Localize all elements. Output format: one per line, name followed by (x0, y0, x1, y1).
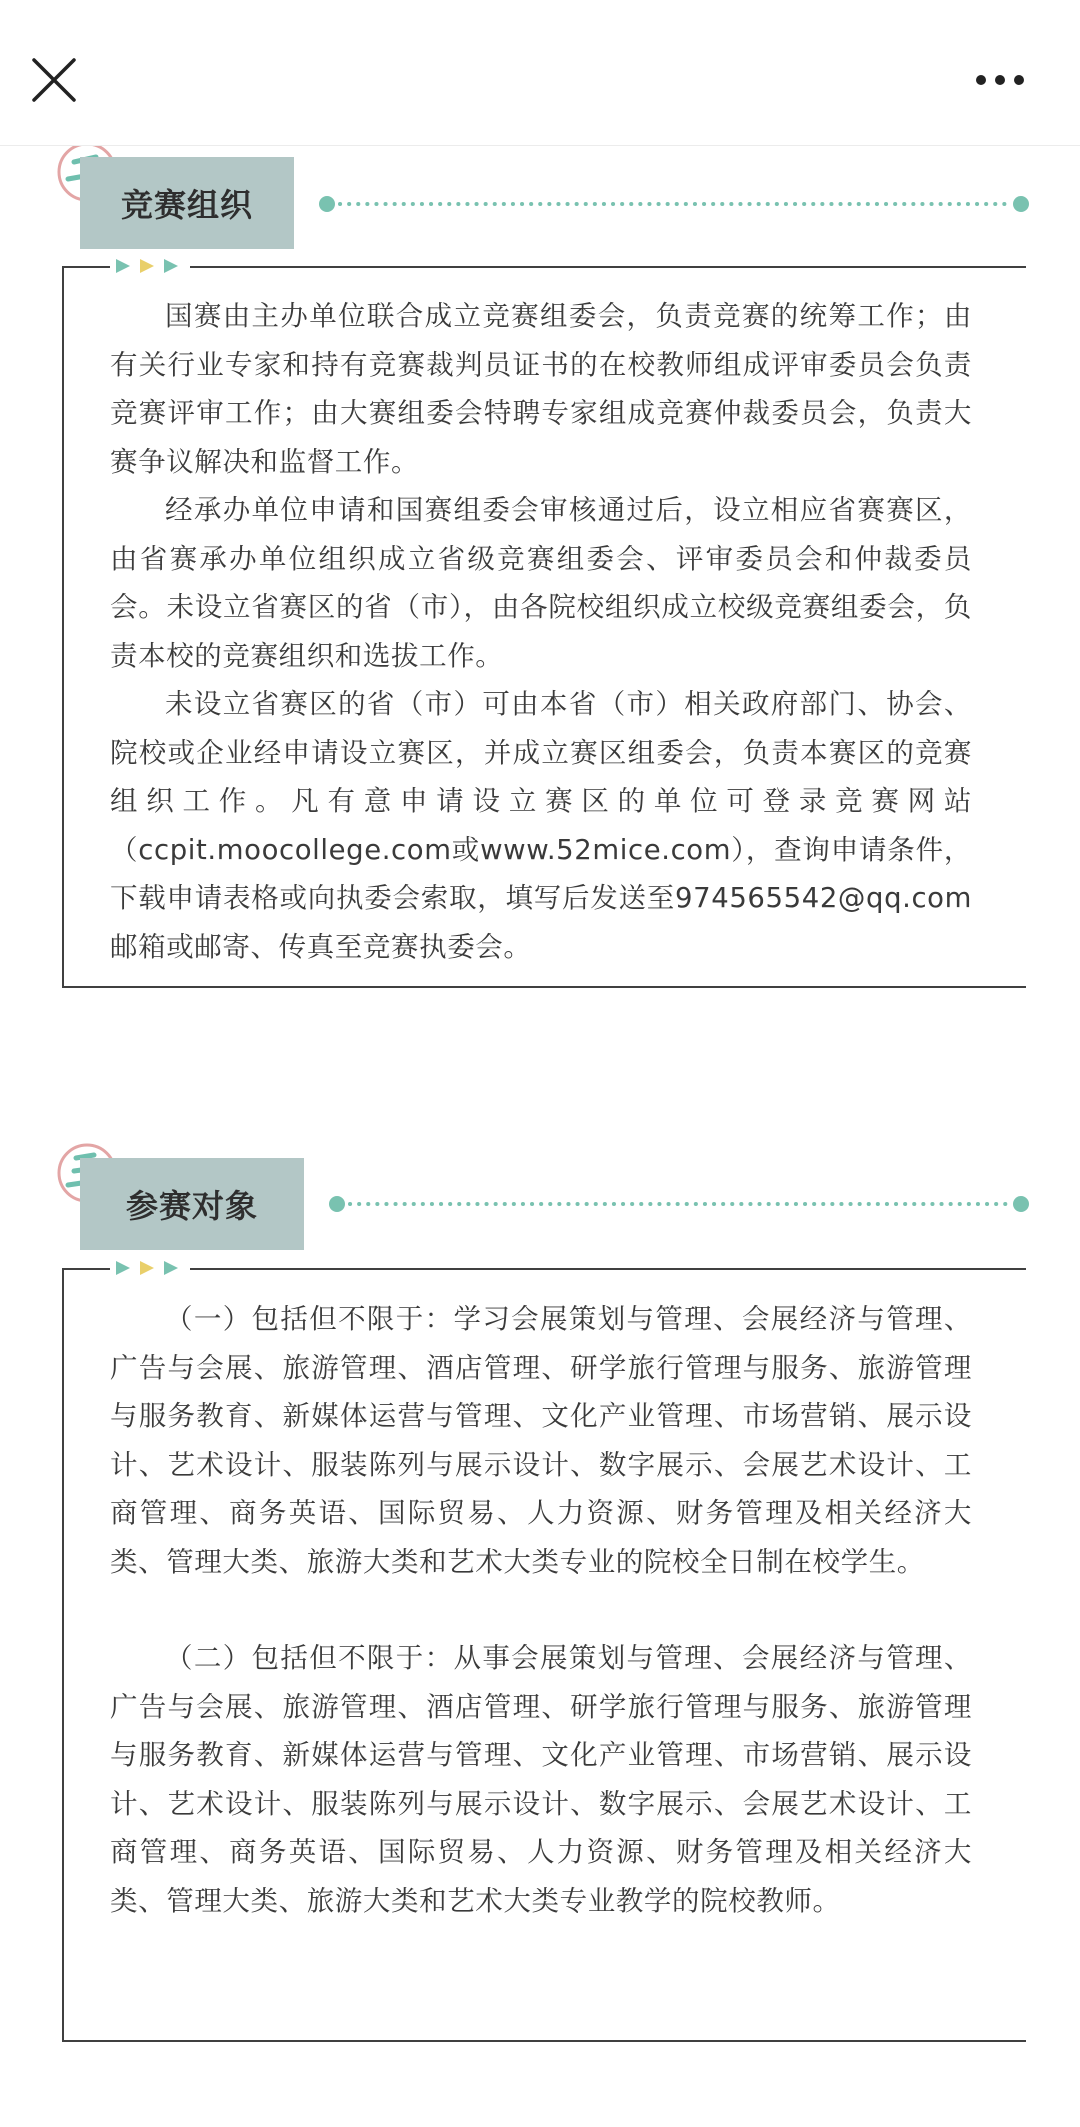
top-bar (0, 0, 1080, 146)
section-header (80, 157, 294, 249)
section-header (80, 1158, 304, 1250)
triple-arrow-icon (110, 255, 190, 277)
close-button[interactable] (30, 56, 78, 104)
paragraph: 经承办单位申请和国赛组委会审核通过后，设立相应省赛赛区，由省赛承办单位组织成立省级竞赛组委会、评审委员会和仲裁委员会。未设立省赛区的省（市），由各院校组织成立校级竞赛组委会，负责本校的竞赛组织和选拔工作。 (110, 494, 972, 672)
dotted-divider (328, 1194, 1030, 1214)
close-icon (30, 56, 78, 104)
paragraph: （一）包括但不限于：学习会展策划与管理、会展经济与管理、广告与会展、旅游管理、酒店管理、研学旅行管理与服务、旅游管理与服务教育、新媒体运营与管理、文化产业管理、市场营销、展示设计、艺术设计、服装陈列与展示设计、数字展示、会展艺术设计、工商管理、商务英语、国际贸易、人力资源、财务管理及相关经济大类、管理大类、旅游大类和艺术大类专业的院校全日制在校学生。 (110, 1303, 972, 1578)
section-body (110, 292, 972, 971)
paragraph: （二）包括但不限于：从事会展策划与管理、会展经济与管理、广告与会展、旅游管理、酒店管理、研学旅行管理与服务、旅游管理与服务教育、新媒体运营与管理、文化产业管理、市场营销、展示设计、艺术设计、服装陈列与展示设计、数字展示、会展艺术设计、工商管理、商务英语、国际贸易、人力资源、财务管理及相关经济大类、管理大类、旅游大类和艺术大类专业教学的院校教师。 (110, 1642, 972, 1917)
section-eligible-participants (0, 1140, 1080, 2060)
section-body (110, 1295, 972, 1925)
more-dots-icon (970, 62, 1030, 98)
more-options-button[interactable] (970, 62, 1030, 98)
paragraph: 国赛由主办单位联合成立竞赛组委会，负责竞赛的统筹工作；由有关行业专家和持有竞赛裁判员证书的在校教师组成评审委员会负责竞赛评审工作；由大赛组委会特聘专家组成竞赛仲裁委员会，负责大赛争议解决和监督工作。 (110, 300, 972, 478)
triple-arrow-icon (110, 1257, 190, 1279)
section-title: 竞赛组织 (120, 186, 253, 224)
dotted-divider (318, 194, 1030, 214)
section-competition-organization (0, 145, 1080, 1005)
paragraph: 未设立省赛区的省（市）可由本省（市）相关政府部门、协会、院校或企业经申请设立赛区，并成立赛区组委会，负责本赛区的竞赛组织工作。凡有意申请设立赛区的单位可登录竞赛网站（ccpit.moocollege.com或www.52mice.com），查询申请条件，下载申请表格或向执委会索取，填写后发送至974565542@qq.com邮箱或邮寄、传真至竞赛执委会。 (110, 688, 972, 963)
section-title: 参赛对象 (125, 1187, 258, 1225)
